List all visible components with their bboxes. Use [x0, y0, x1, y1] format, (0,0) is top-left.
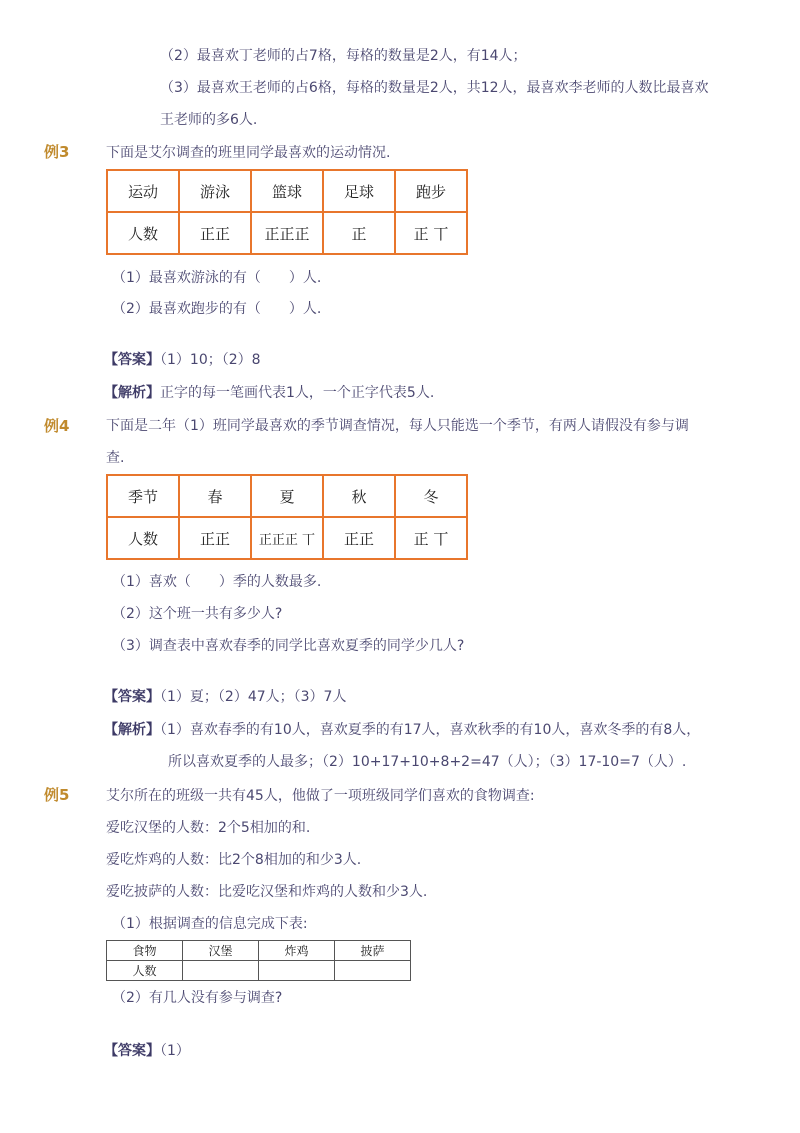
- answer-tag: 【答案】: [104, 689, 160, 705]
- table-cell: 正正正: [251, 212, 323, 254]
- food-survey-table: [106, 940, 411, 981]
- analysis-tag: 【解析】: [104, 385, 160, 401]
- season-survey-table: [106, 474, 468, 560]
- answer-text: （1）夏；（2）47人；（3）7人: [160, 689, 347, 705]
- example-label: 例4: [44, 417, 70, 435]
- example-intro: 下面是艾尔调查的班里同学最喜欢的运动情况.: [106, 145, 391, 161]
- answer-text: （1）10；（2）8: [160, 352, 261, 368]
- answer-tag: 【答案】: [104, 1043, 160, 1059]
- table-cell-blank: [259, 961, 335, 981]
- question-line: （2）这个班一共有多少人?: [112, 606, 283, 622]
- sports-survey-table: [106, 169, 468, 255]
- table-cell-blank: [335, 961, 411, 981]
- table-cell: 人数: [107, 212, 179, 254]
- table-header-cell: 披萨: [335, 941, 411, 961]
- table-header-cell: 夏: [251, 475, 323, 517]
- example-intro: 查.: [106, 450, 125, 466]
- text-line: （3）最喜欢王老师的占6格，每格的数量是2人，共12人，最喜欢李老师的人数比最喜欢: [160, 80, 709, 96]
- table-cell: 正 丅: [395, 212, 467, 254]
- table-row: [107, 212, 467, 254]
- question-line: （2）有几人没有参与调查?: [112, 990, 283, 1006]
- example-label: 例5: [44, 786, 70, 804]
- answer-line: [104, 687, 346, 707]
- text-line: 王老师的多6人.: [160, 112, 258, 128]
- question-line: （3）调查表中喜欢春季的同学比喜欢夏季的同学少几人?: [112, 638, 465, 654]
- table-cell: 人数: [107, 961, 183, 981]
- table-header-cell: 冬: [395, 475, 467, 517]
- answer-tag: 【答案】: [104, 352, 160, 368]
- question-line: （2）最喜欢跑步的有（ ）人.: [112, 301, 322, 317]
- table-row: [107, 941, 411, 961]
- table-header-cell: 季节: [107, 475, 179, 517]
- answer-text: （1）: [160, 1043, 190, 1059]
- analysis-line: [104, 720, 700, 740]
- table-cell: 正正: [323, 517, 395, 559]
- analysis-line: 所以喜欢夏季的人最多；（2）10+17+10+8+2=47（人）；（3）17-10=7（人）.: [168, 754, 687, 770]
- table-cell-blank: [183, 961, 259, 981]
- table-row: [107, 170, 467, 212]
- analysis-text: （1）喜欢春季的有10人，喜欢夏季的有17人，喜欢秋季的有10人，喜欢冬季的有8人，: [160, 722, 701, 738]
- example-intro: 艾尔所在的班级一共有45人，他做了一项班级同学们喜欢的食物调查:: [106, 788, 535, 804]
- table-header-cell: 汉堡: [183, 941, 259, 961]
- table-cell: 正: [323, 212, 395, 254]
- table-header-cell: 食物: [107, 941, 183, 961]
- question-line: （1）喜欢（ ）季的人数最多.: [112, 574, 322, 590]
- text-line: 爱吃汉堡的人数：2个5相加的和.: [106, 820, 311, 836]
- table-cell: 人数: [107, 517, 179, 559]
- table-row: [107, 517, 467, 559]
- table-cell: 正正正 丅: [251, 517, 323, 559]
- table-header-cell: 足球: [323, 170, 395, 212]
- text-line: 爱吃炸鸡的人数：比2个8相加的和少3人.: [106, 852, 362, 868]
- table-header-cell: 秋: [323, 475, 395, 517]
- table-header-cell: 篮球: [251, 170, 323, 212]
- question-line: （1）根据调查的信息完成下表:: [112, 916, 308, 932]
- question-line: （1）最喜欢游泳的有（ ）人.: [112, 270, 322, 286]
- table-row: [107, 475, 467, 517]
- text-line: （2）最喜欢丁老师的占7格，每格的数量是2人，有14人；: [160, 48, 527, 64]
- table-cell: 正正: [179, 517, 251, 559]
- example-intro: 下面是二年（1）班同学最喜欢的季节调查情况，每人只能选一个季节，有两人请假没有参与调: [106, 418, 689, 434]
- example-label: 例3: [44, 143, 70, 161]
- answer-line: [104, 350, 261, 370]
- table-header-cell: 跑步: [395, 170, 467, 212]
- table-header-cell: 春: [179, 475, 251, 517]
- table-cell: 正 丅: [395, 517, 467, 559]
- analysis-text: 正字的每一笔画代表1人，一个正字代表5人.: [160, 385, 435, 401]
- table-header-cell: 游泳: [179, 170, 251, 212]
- analysis-line: [104, 383, 434, 403]
- table-header-cell: 炸鸡: [259, 941, 335, 961]
- analysis-tag: 【解析】: [104, 722, 160, 738]
- table-header-cell: 运动: [107, 170, 179, 212]
- text-line: 爱吃披萨的人数：比爱吃汉堡和炸鸡的人数和少3人.: [106, 884, 428, 900]
- answer-line: [104, 1041, 190, 1061]
- table-cell: 正正: [179, 212, 251, 254]
- table-row: [107, 961, 411, 981]
